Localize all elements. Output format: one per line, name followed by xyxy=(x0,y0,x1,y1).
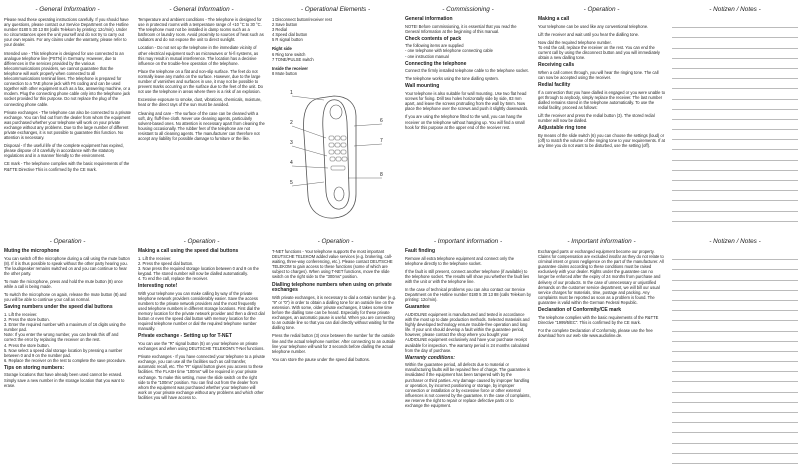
paragraph: Location - Do not set up the telephone in the immediate vicinity of other electrical equipment such as microwaves or hi-fi systems, as this may result in mutual interference. The location has a decisive influence on the trouble-free operation of the telephone. xyxy=(138,45,259,66)
section-heading: - Operation - xyxy=(317,238,354,245)
paragraph: Your telephone is also suitable for wall mounting. Use two flat head screws for fixing. Drill two holes horizontally side by side, 83 mm apart, and leave the screws protruding from the wall by 5mm. Now place the telephone over the screws and push it slightly downwards. xyxy=(405,91,529,112)
notes-lines xyxy=(672,250,798,466)
top-col-1 xyxy=(4,6,131,230)
step: 6. Replace the receiver on the rest to complete the save procedure. xyxy=(4,357,127,363)
notes-lines xyxy=(672,18,798,230)
right-side-heading: Right side xyxy=(272,46,292,52)
step: 4. To end the call, replace the receiver. xyxy=(138,275,209,281)
list-item: 8 Mute button xyxy=(272,70,298,76)
notes-heading: - Notizen / Notes - xyxy=(709,238,761,245)
paragraph: By means of the slide switch (6) you can choose the settings (loud) or (off) to match the volume of the ringing tone to your requirements. If at any time you do not want to be disturbed, use the setting (off). xyxy=(538,132,665,148)
paragraph: If a connection that you have dialled is engaged or you were unable to get through to anybody, simply replace the receiver. The last number dialled remains stored in the telephone automatically. To use the redial facility, proceed as follows: xyxy=(538,89,665,110)
paragraph: Now dial the required telephone number. To end the call, replace the receiver on the rest. You can end the current call by using the disconnect button and you will immediately obtain a new dialling tone. xyxy=(538,39,660,61)
notes-heading: - Notizen / Notes - xyxy=(709,6,761,13)
subheading: Saving numbers under the speed dial buttons xyxy=(4,304,113,311)
bottom-col-5 xyxy=(538,238,665,466)
earpiece xyxy=(330,105,342,119)
paragraph: Intended use - This telephone is designed for use connected to an analogue telephone line (PSTN) in Germany. However, due to differences in the services provided by the various telecommunications providers, we cannot guarantee that the telephone will work properly when connected to all telecommunications terminal lines. The telephone is prepared for connection to a TAE phone jack with F6 coding and can be used together with other equipment such as a fax, answering machine, or a modem. Plug the connecting phone cable only into the telephone jack socket provided for this purpose. Do not replace the plug of the connecting phone cable. xyxy=(4,50,131,107)
paragraph: Disposal - If the useful life of the complete equipment has expired, please dispose of it carefully in accordance with the statutory regulations and in a manner friendly to the environment. xyxy=(4,143,124,159)
step: 3. Enter the required number with a maximum of 16 digits using the number pad. Note: If you enter the wrong number, you can break this off and correct the error by replacing the receiver on the rest. xyxy=(4,322,126,343)
paragraph: When a call comes through, you will hear the ringing tone. The call can now be accepted using the receiver. xyxy=(538,69,659,80)
step: 1. Lift the receiver. xyxy=(138,255,172,261)
subheading: Tips on storing numbers: xyxy=(4,364,65,371)
paragraph: Please read these operating instructions carefully. If you should have any questions, please contact our Service Department on the Hotline number 0180 5 30 13 88 (calls Telekom by printing: 12c/min). Under no circumstances open the unit yourself and do not try to carry out your own repairs. For any claims under the warranty, please refer to your dealer. xyxy=(4,17,129,48)
paragraph: If the fault is still present, connect another telephone (if available) to the telephone socket. The results will show you whether the fault lies with the unit or with the telephone line. xyxy=(405,268,530,284)
bottom-col-2 xyxy=(138,238,265,466)
phone-diagram xyxy=(290,86,385,226)
paragraph: To switch the microphone on again, release the mute button (8) and you will be able to continue your call as normal. xyxy=(4,292,127,303)
paragraph: Lift the receiver and press the redial button (3). The stored redial number will now be dialled. xyxy=(538,112,655,123)
list-item: 1 Disconnect button/receiver rest xyxy=(272,17,332,22)
subheading: Connecting the telephone xyxy=(405,60,467,67)
paragraph: You can store the pause under the speed dial buttons. xyxy=(272,356,370,362)
receiver-heading: Inside the receiver xyxy=(272,65,308,71)
list-item: 2 Save button xyxy=(272,22,298,28)
subheading: Making a call xyxy=(538,16,570,22)
paragraph: For the complete Declaration of Conformity, please use the free download from our web site www.audioline.de. xyxy=(538,327,653,338)
list-item: 5 R signal button xyxy=(272,37,303,43)
subheading: Dialling telephone numbers when using on private exchanges xyxy=(272,281,392,294)
section-heading: - General Information - xyxy=(35,6,100,13)
subheading: Redial facility xyxy=(538,81,571,88)
paragraph: Connect the firmly installed telephone cable to the telephone socket. xyxy=(405,68,529,74)
subheading: Fault finding xyxy=(405,248,435,254)
subheading: Muting the microphone xyxy=(4,248,60,254)
bottom-col-4 xyxy=(405,238,531,466)
section-heading: - Operation - xyxy=(583,6,620,13)
keypad xyxy=(329,136,347,170)
paragraph: If you are using the telephone fitted to the wall, you can hang the receiver on the telephone without hanging up. You will find a small hook for this purpose at the upper end of the receiver rest. xyxy=(405,114,525,130)
paragraph: Temperature and ambient conditions - The telephone is designed for use in protected rooms with a temperature range of +10 °C to 30 °C. The telephone must not be installed in damp rooms such as a bathroom or laundry room. Avoid proximity to sources of heat such as radiators and do not expose the unit to direct sunlight. xyxy=(138,17,264,43)
paragraph: Private exchanges - If you have connected your telephone to a private exchange, you can use all the facilities such as call transfer, automatic recall, etc. The "R" signal button gives you access to these facilities. The FLASH time "100ms" will be required in your private exchange. To make this setting, move the slide switch on the right side to the "100ms" position. You can find out from the dealer from whom the equipment was purchased whether your telephone will work on your private exchange without any problems and which other facilities you will have access to. xyxy=(138,354,265,400)
subheading: General information xyxy=(405,16,453,22)
section-heading: - Important information - xyxy=(433,238,503,245)
paragraph: In the case of technical problems you can also contact our Service Department on the Hotline number 0180 5 30 13 88 (calls Telekom by printing: 12c/min). xyxy=(405,287,531,303)
subheading: Receiving calls xyxy=(538,62,575,69)
subheading: Declaration of Conformity/CE mark xyxy=(538,307,622,314)
list-item: 3 Redial xyxy=(272,27,288,33)
subheading: Wall mounting xyxy=(405,83,440,90)
section-heading: - General Information - xyxy=(169,6,234,13)
paragraph: Exchanged parts or exchanged equipment become our property. Claims for compensation are excluded insofar as they do not relate to criminal intent or gross negligence on the part of the manufacturer. All guarantee claims according to these conditions must be raised exclusively with your dealer. Rights under the guarantee can no longer be enforced after the expiry of 24 months from purchase and delivery of our products. In the case of unnecessary or unjustified demands on the customer service department, we will bill our usual service charges for materials, time, postage and packing. Any complaints must be reported as soon as a problem is found. The guarantee is valid within the German Federal Republic. xyxy=(538,249,664,305)
bottom-col-3 xyxy=(272,238,399,466)
list-item: 7 TONE/PULSE switch xyxy=(272,56,314,62)
paragraph: The telephone complies with the basic requirements of the R&TTE Directive "1999/5/EC". This is confirmed by the CE mark. xyxy=(538,314,659,325)
paragraph: Within the guarantee period, all defects due to material or manufacturing faults will be repaired free of charge. The guarantee is invalidated if the equipment has been tampered with by the purchaser or third parties. Any damage caused by improper handling or operation, by incorrect positioning or storage, by improper connection or installation or by excessive force or other external influences is not covered by the guarantee. In the case of complaints, we reserve the right to repair or replace defective parts or to exchange the equipment. xyxy=(405,362,531,409)
paragraph: You can use the "R" signal button (5) on your telephone on private exchanges and when using DEUTSCHE TELEKOM's T-Net functions. xyxy=(138,341,265,352)
paragraph: Cleaning and care - The surface of the case can be cleaned with a soft, dry, fluff-free cloth. Never use cleaning agents, particularly solvent-based ones. No attention is necessary apart from cleaning the housing occasionally. The rubber feet of the telephone are not resistant to all cleaning agents. The manufacturer can therefore not accept any liability for possible damage to furniture or the like. xyxy=(138,110,265,141)
paragraph: Place the telephone on a flat and non-slip surface. The feet do not normally leave any marks on the surface. However, due to the large number of varnishes and surfaces in use, it may not be possible to prevent marks occurring on the surface due to the feet of the unit. Do not use the telephone in areas where there is a risk of an explosion. xyxy=(138,68,263,95)
paragraph: Lift the receiver and wait until you hear the dialling tone. xyxy=(538,31,640,37)
mouthpiece xyxy=(334,187,344,201)
paragraph: Private exchanges - The telephone can also be connected to a private exchange. You can find out from the dealer from whom the equipment was purchased whether your telephone will work on your private exchange without any problems. Due to the large number of different private exchanges, it is not possible to guarantee this function. No attention is necessary. xyxy=(4,109,131,141)
top-col-5 xyxy=(538,6,665,230)
subheading: Warranty conditions: xyxy=(405,354,455,361)
element-list xyxy=(272,17,399,42)
bottom-col-1 xyxy=(4,238,131,466)
callout-1: 1 xyxy=(290,90,293,96)
paragraph: AUDIOLINE equipment is manufactured and tested in accordance with the most up to date production methods. Selected materials and highly developed technology ensure trouble-free operation and long life. If your unit should develop a fault within the guarantee period, however, please contact the shop where you bought your AUDIOLINE equipment exclusively and have your purchase receipt available for inspection. The warranty period is 24 months calculated from the day of purchase. xyxy=(405,311,530,353)
top-col-6-notes xyxy=(672,6,798,230)
section-heading: - Operation - xyxy=(183,238,220,245)
section-heading: - Important information - xyxy=(567,238,636,245)
paragraph: To mute the microphone, press and hold the mute button (8) once while a call is being made. xyxy=(4,278,123,290)
paragraph: With your telephone you can make calling by way of the private telephone network providers considerably easier. Save the access numbers to the private network providers and the most frequently used telephone numbers in different storage locations. First dial the memory location for the private network provider and then a direct dial button or even the speed dial button with memory location for the required telephone number or dial the required telephone number manually. xyxy=(138,290,265,332)
paragraph: Press the redial button (3) once between the number for the outside line and the actual telephone number. After connecting to an outside line your telephone will wait for 3 seconds before dialling the actual telephone number. xyxy=(272,333,396,354)
top-col-2 xyxy=(138,6,265,230)
list-item: 6 Ring tone switch xyxy=(272,51,306,57)
bottom-col-6-notes xyxy=(672,238,798,466)
paragraph: Excessive exposure to smoke, dust, vibrations, chemicals, moisture, heat or the direct rays of the sun must be avoided. xyxy=(138,97,262,108)
subheading: Guarantee xyxy=(405,304,430,311)
subheading: Interesting note! xyxy=(138,283,178,290)
paragraph: You can switch off the microphone during a call using the mute button (8). If it is thus possible to speak without the other party hearing you. The loudspeaker remains switched on and you can continue to hear the other party. xyxy=(4,255,130,276)
callout-2: 2 xyxy=(290,120,293,126)
step: 5. Now select a speed dial storage location by pressing a number between 0 and 9 on the number pad. xyxy=(4,347,123,358)
section-heading: - Operational Elements - xyxy=(300,6,371,13)
paragraph: CE mark - The telephone complies with the basic requirements of the R&TTE Directive This is confirmed by the CE mark. xyxy=(4,161,130,172)
subheading: Private exchange - Setting up for T-NET xyxy=(138,333,232,340)
callout-4: 4 xyxy=(290,160,293,166)
section-heading: - Commissioning - xyxy=(442,6,494,13)
paragraph: T-NET functions - Your telephone supports the most important DEUTSCHE TELEKOM added value services (e.g. brokering, call-waiting, three-way conferencing, etc.). Please contact DEUTSCHE TELEKOM to gain access to these functions (some of which are subject to charges). When using T-NET functions, move the slide switch on the right side to the "300ms" position. xyxy=(272,249,393,280)
top-col-3 xyxy=(272,6,399,230)
handset-outline xyxy=(323,100,349,209)
section-heading: - Operation - xyxy=(49,238,86,245)
paragraph: NOTE! Before commissioning, it is essential that you read the General Information at the beginning of this manual. xyxy=(405,23,517,34)
callout-3: 3 xyxy=(290,140,293,146)
paragraph: The following items are supplied - one telephone with telephone connecting cable - one instruction manual xyxy=(405,43,493,59)
subheading: Check contents of pack xyxy=(405,35,462,42)
step: 2. Press the speed dial button. xyxy=(138,260,194,266)
callout-5: 5 xyxy=(290,180,293,186)
callout-6: 6 xyxy=(380,118,383,124)
callout-7: 7 xyxy=(380,138,383,144)
subheading: Adjustable ring tone xyxy=(538,125,587,132)
paragraph: The telephone works using the tone dialling system. xyxy=(405,76,499,82)
paragraph: Your telephone can be used like any conventional telephone. xyxy=(538,23,649,29)
step: 2. Press the store button. xyxy=(4,317,50,323)
step: 4. Press the store button. xyxy=(4,342,50,348)
callout-8: 8 xyxy=(380,172,383,178)
top-col-4 xyxy=(405,6,531,230)
paragraph: Storage locations that have already been used cannot be erased. Simply save a new number in the storage location that you want to erase. xyxy=(4,372,125,388)
list-item: 4 Speed dial button xyxy=(272,32,308,38)
step: 3. Now press the required storage location between 0 and 9 on the keypad. The stored number will now be dialled automatically. xyxy=(138,265,259,276)
paragraph: Remove all extra telephone equipment and connect only the telephone directly to the telephone socket. xyxy=(405,255,515,266)
paragraph: With private exchanges, it is necessary to dial a certain number (e.g. "9" or "0") in order to obtain a dialling tone for an outside line on the extension. With some, older private exchanges, it takes some time before the dialling tone can be heard. Especially for these private exchanges, an automatic pause is useful. When you are connecting to an outside line so that you can dial directly without waiting for the dialling tone. xyxy=(272,294,397,331)
step: 1. Lift the receiver. xyxy=(4,311,38,317)
subheading: Making a call using the speed dial buttons xyxy=(138,248,239,254)
